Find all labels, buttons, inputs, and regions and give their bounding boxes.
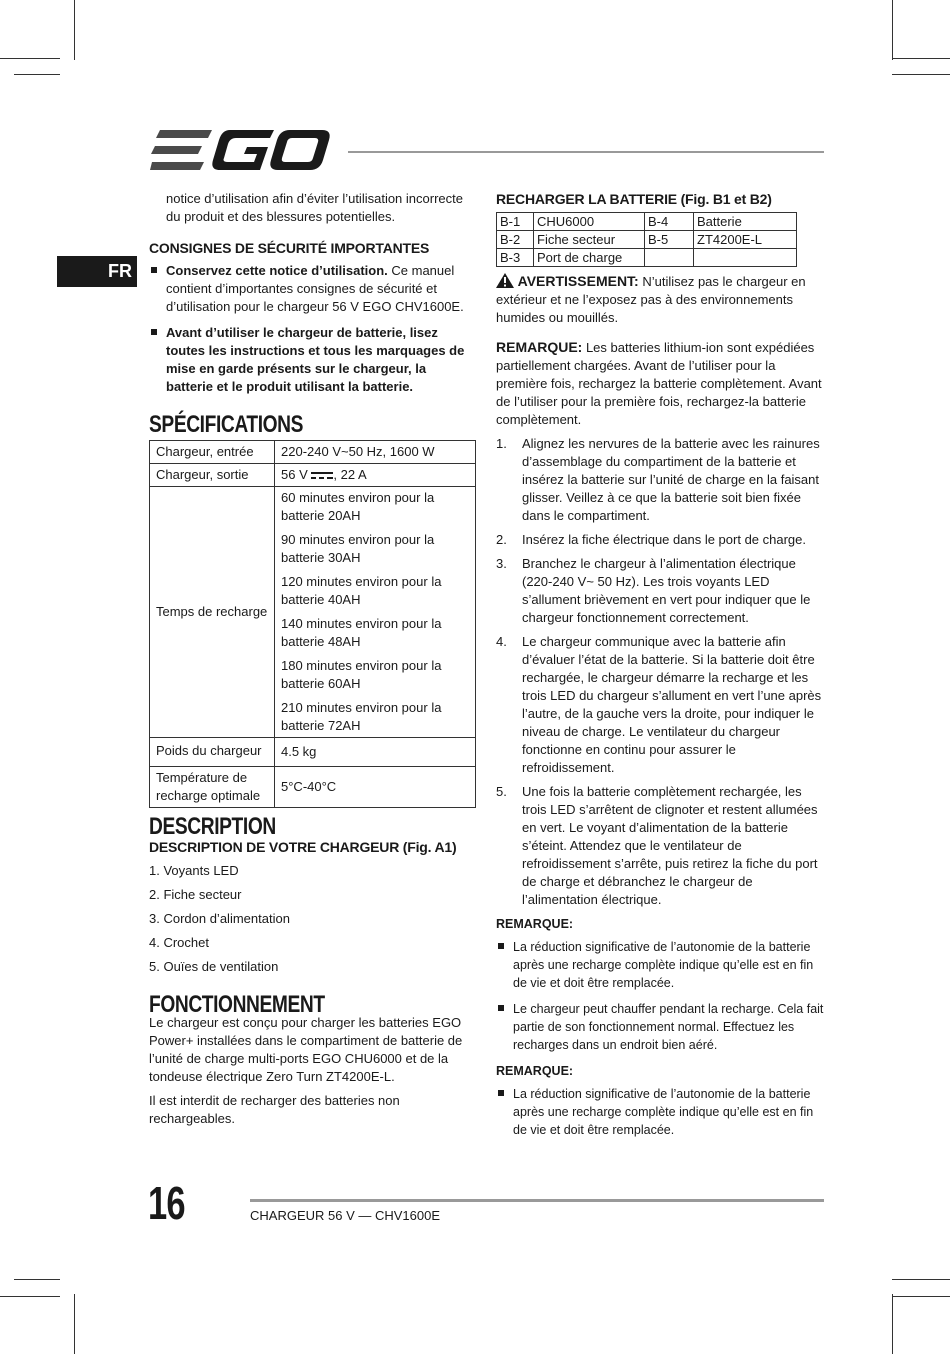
list-item: [496, 555, 826, 627]
crop-mark: [74, 0, 75, 60]
table-cell: 5°C-40°C: [275, 767, 476, 808]
operation-heading: FONCTIONNEMENT: [149, 991, 325, 1018]
remark-label: REMARQUE:: [496, 917, 574, 931]
table-cell: B-3: [497, 249, 534, 267]
table-cell: [275, 487, 476, 738]
table-cell: 220-240 V~50 Hz, 1600 W: [275, 441, 476, 464]
crop-mark: [892, 1279, 950, 1280]
figure-legend-table: [496, 212, 797, 267]
warning-label: AVERTISSEMENT:: [517, 273, 639, 289]
crop-mark: [892, 1294, 893, 1354]
step-text: Une fois la batterie complètement rechargée, les trois LED s’arrêtent de clignoter et restent allumées en vert. Le voyant d’alimentation de la batterie s’éteint. Attendez que le ventilateur de refroidissement s’arrête, puis retirez la fiche du port de charge et débranchez le chargeur de l’alimentation électrique.: [522, 784, 818, 907]
step-number: 5.: [496, 784, 507, 799]
list-item: [149, 262, 476, 316]
output-voltage: 56 V: [281, 467, 308, 482]
steps-list: [496, 435, 826, 909]
table-row: [150, 767, 476, 808]
table-cell: B-1: [497, 213, 534, 231]
note-label: REMARQUE:: [496, 339, 583, 355]
charge-time: 210 minutes environ pour la batterie 72AH: [281, 700, 442, 733]
left-column: [149, 190, 476, 1128]
table-cell: [275, 464, 476, 487]
crop-mark: [892, 1296, 950, 1297]
spec-table: [149, 440, 476, 808]
note-paragraph: [496, 338, 826, 429]
table-cell: Temps de recharge: [150, 487, 275, 738]
list-item: 4. Crochet: [149, 935, 209, 950]
step-text: Alignez les nervures de la batterie avec les rainures d’assemblage du compartiment de la batterie et insérez la batterie sur l’unité de charge en la faisant glisser. Veillez à ce que la batterie soit bien fixée dans le compartiment.: [522, 436, 820, 523]
list-item: 1. Voyants LED: [149, 863, 239, 878]
table-cell: ZT4200E-L: [694, 231, 797, 249]
step-text: Insérez la fiche électrique dans le port de charge.: [522, 532, 807, 547]
table-cell: B-4: [645, 213, 694, 231]
table-cell: Batterie: [694, 213, 797, 231]
warning-paragraph: [496, 272, 826, 327]
table-row: [497, 249, 797, 267]
crop-mark: [14, 1279, 60, 1280]
table-cell: Poids du chargeur: [150, 738, 275, 767]
table-cell: [645, 249, 694, 267]
language-tab: FR: [57, 256, 137, 287]
table-cell: Chargeur, entrée: [150, 441, 275, 464]
step-number: 2.: [496, 532, 507, 547]
safety-2-bold: Avant d’utiliser le chargeur de batterie, lisez toutes les instructions et tous les marquages de mise en garde présents sur le chargeur, la batterie et le produit utilisant la batterie.: [166, 325, 465, 394]
charge-time: 140 minutes environ pour la batterie 48AH: [281, 616, 442, 649]
table-cell: B-5: [645, 231, 694, 249]
dc-symbol-icon: [311, 472, 333, 480]
list-item: La réduction significative de l’autonomie de la batterie après une recharge complète indique qu’elle est en fin de vie et doit être remplacée.: [496, 938, 826, 992]
charge-time: 180 minutes environ pour la batterie 60AH: [281, 658, 442, 691]
intro-text: notice d’utilisation afin d’éviter l’utilisation incorrecte du produit et des blessures potentielles.: [166, 191, 463, 224]
safety-heading: CONSIGNES DE SÉCURITÉ IMPORTANTES: [149, 240, 430, 256]
crop-mark: [74, 1294, 75, 1354]
table-cell: Fiche secteur: [534, 231, 645, 249]
crop-mark: [892, 74, 950, 75]
table-row: [150, 738, 476, 767]
crop-mark: [14, 74, 60, 75]
recharge-heading: RECHARGER LA BATTERIE (Fig. B1 et B2): [496, 191, 772, 207]
footer-title: CHARGEUR 56 V — CHV1600E: [250, 1208, 441, 1223]
table-row: [150, 464, 476, 487]
charge-time: 120 minutes environ pour la batterie 40AH: [281, 574, 442, 607]
crop-mark: [0, 58, 60, 59]
crop-mark: [0, 1296, 60, 1297]
list-item: 3. Cordon d’alimentation: [149, 911, 290, 926]
safety-list: [149, 262, 476, 396]
list-item: Le chargeur peut chauffer pendant la recharge. Cela fait partie de son fonctionnement normal. Effectuez les recharges dans un endroit bien aéré.: [496, 1000, 826, 1054]
output-current: , 22 A: [333, 467, 367, 482]
safety-1-text: Ce manuel contient d’importantes consignes de sécurité et d’utilisation pour le chargeur 56 V EGO CHV1600E.: [166, 263, 464, 314]
step-text: Le chargeur communique avec la batterie afin d’évaluer l’état de la batterie. Si la batterie doit être rechargée, le chargeur démarre la recharge et les trois LED du chargeur s’allument en vert l’une après l’autre, de la gauche vers la droite, pour indiquer le niveau de charge. Le ventilateur du chargeur fonctionne en continu pour assurer le refroidissement.: [522, 634, 822, 775]
remark-label: REMARQUE:: [496, 1064, 574, 1078]
remark-list: [496, 938, 826, 1054]
header-rule: [348, 151, 824, 153]
step-text: Branchez le chargeur à l’alimentation électrique (220-240 V~ 50 Hz). Les trois voyants LED s’allument brièvement en vert pour indiquer que le chargeur fonctionnement correctement.: [522, 556, 811, 625]
footer-rule: [250, 1199, 824, 1202]
table-cell: 4.5 kg: [275, 738, 476, 767]
warning-text: N’utilisez pas le chargeur en extérieur et ne l’exposez pas à des environnements humides ou mouillés.: [496, 274, 806, 325]
page-number: 16: [148, 1177, 185, 1229]
list-item: 5. Ouïes de ventilation: [149, 959, 279, 974]
ego-logo: [150, 130, 332, 177]
operation-paragraph: Il est interdit de recharger des batteries non rechargeables.: [149, 1093, 400, 1126]
list-item: [149, 324, 476, 396]
table-cell: Température de recharge optimale: [150, 767, 275, 808]
remark-list: [496, 1085, 826, 1139]
table-cell: Port de charge: [534, 249, 645, 267]
note-text: Les batteries lithium-ion sont expédiées partiellement chargées. Avant de l’utiliser pour la première fois, rechargez la batterie complètement. Avant de l’utiliser pour la première fois, rechargez-la batterie complètement.: [496, 340, 822, 427]
table-row: [150, 487, 476, 738]
list-item: [496, 633, 826, 777]
table-cell: Chargeur, sortie: [150, 464, 275, 487]
charge-time: 60 minutes environ pour la batterie 20AH: [281, 490, 435, 523]
list-item: [496, 531, 826, 549]
table-row: [497, 231, 797, 249]
list-item: La réduction significative de l’autonomie de la batterie après une recharge complète indique qu’elle est en fin de vie et doit être remplacée.: [496, 1085, 826, 1139]
table-cell: CHU6000: [534, 213, 645, 231]
safety-1-bold: Conservez cette notice d’utilisation.: [166, 263, 388, 278]
table-row: [497, 213, 797, 231]
description-subheading: DESCRIPTION DE VOTRE CHARGEUR (Fig. A1): [149, 839, 457, 855]
list-item: [496, 435, 826, 525]
operation-paragraph: Le chargeur est conçu pour charger les batteries EGO Power+ installées dans le compartiment de batterie de l’unité de charge multi-ports EGO CHU6000 et de la tondeuse électrique Zero Turn ZT4200E-L.: [149, 1015, 463, 1084]
table-cell: B-2: [497, 231, 534, 249]
right-column: [496, 190, 826, 1147]
crop-mark: [892, 0, 893, 60]
table-row: [150, 441, 476, 464]
table-cell: [694, 249, 797, 267]
list-item: [496, 783, 826, 909]
warning-triangle-icon: [496, 273, 514, 288]
spec-heading: SPÉCIFICATIONS: [149, 411, 304, 438]
step-number: 1.: [496, 436, 507, 451]
list-item: 2. Fiche secteur: [149, 887, 242, 902]
crop-mark: [892, 58, 950, 59]
step-number: 3.: [496, 556, 507, 571]
charge-time: 90 minutes environ pour la batterie 30AH: [281, 532, 435, 565]
step-number: 4.: [496, 634, 507, 649]
description-heading: DESCRIPTION: [149, 813, 276, 840]
